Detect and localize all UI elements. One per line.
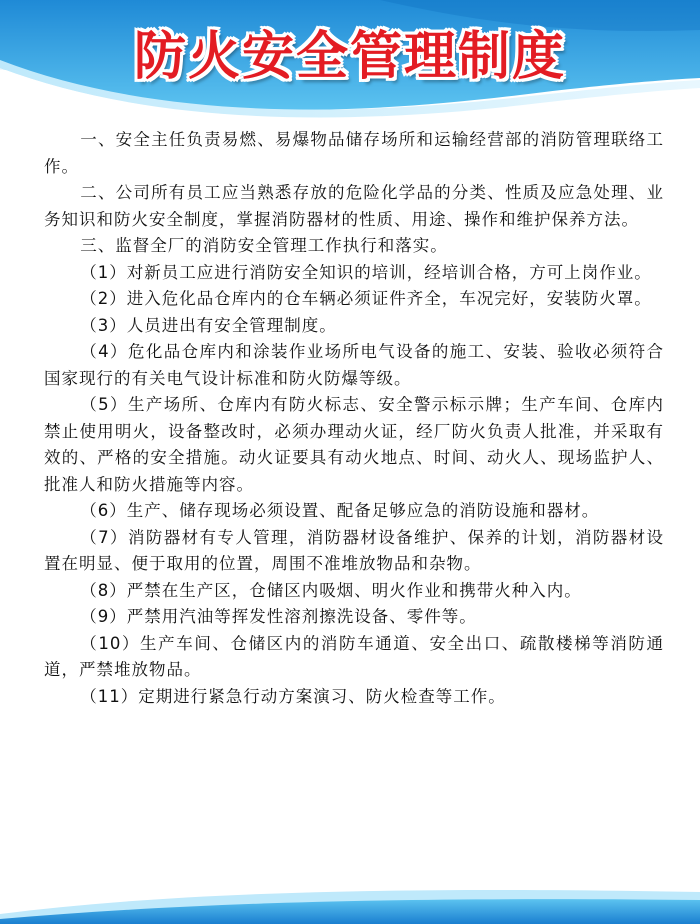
page-title: 防火安全管理制度 [133, 27, 566, 87]
paragraph-item-11: （11）定期进行紧急行动方案演习、防火检查等工作。 [80, 686, 506, 706]
paragraph-item-4: （4）危化品仓库内和涂装作业场所电气设备的施工、安装、验收必须符合国家现行的有关电气设计标准和防火防爆等级。 [44, 342, 664, 388]
paragraph-1: 一、安全主任负责易燃、易爆物品储存场所和运输经营部的消防管理联络工作。 [44, 130, 664, 176]
paragraph-item-7: （7）消防器材有专人管理，消防器材设备维护、保养的计划，消防器材设置在明显、便于取用的位置，周围不准堆放物品和杂物。 [44, 527, 664, 573]
paragraph-item-3: （3）人员进出有安全管理制度。 [80, 315, 337, 335]
paragraph-item-8: （8）严禁在生产区，仓储区内吸烟、明火作业和携带火种入内。 [80, 580, 582, 600]
paragraph-item-5: （5）生产场所、仓库内有防火标志、安全警示标示牌；生产车间、仓库内禁止使用明火，设备整改时，必须办理动火证，经厂防火负责人批准，并采取有效的、严格的安全措施。动火证要具有动火地点、时间、动火人、现场监护人、批准人和防火措施等内容。 [44, 395, 664, 494]
paragraph-2: 二、公司所有员工应当熟悉存放的危险化学品的分类、性质及应急处理、业务知识和防火安全制度，掌握消防器材的性质、用途、操作和维护保养方法。 [44, 183, 664, 229]
paragraph-item-1: （1）对新员工应进行消防安全知识的培训，经培训合格，方可上岗作业。 [80, 262, 652, 282]
paragraph-item-9: （9）严禁用汽油等挥发性溶剂擦洗设备、零件等。 [80, 607, 477, 626]
paragraph-item-6: （6）生产、储存现场必须设置、配备足够应急的消防设施和器材。 [80, 501, 600, 520]
regulation-body [44, 127, 664, 710]
paragraph-item-2: （2）进入危化品仓库内的仓车辆必须证件齐全，车况完好，安装防火罩。 [80, 289, 652, 308]
paragraph-3: 三、监督全厂的消防安全管理工作执行和落实。 [80, 236, 448, 255]
footer-wave-decoration [0, 864, 700, 924]
paragraph-item-10: （10）生产车间、仓储区内的消防车通道、安全出口、疏散楼梯等消防通道，严禁堆放物品。 [44, 633, 664, 679]
